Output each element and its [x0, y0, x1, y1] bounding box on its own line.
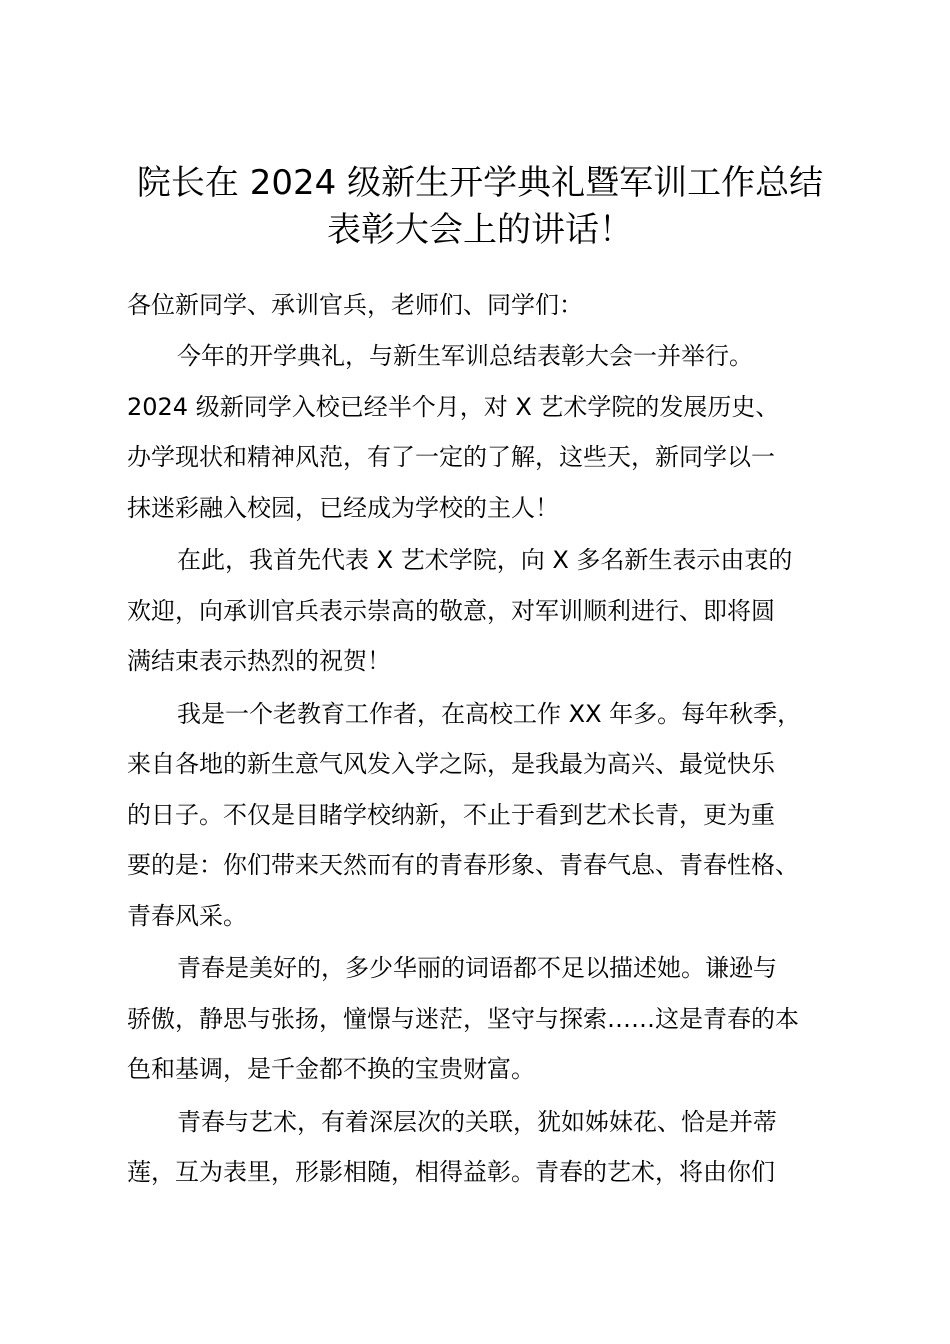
text-line: 在此，我首先代表 X 艺术学院，向 X 多名新生表示由衷的 [177, 546, 793, 574]
text-line: 欢迎，向承训官兵表示崇高的敬意，对军训顺利进行、即将圆 [127, 596, 775, 625]
text-line: 要的是：你们带来天然而有的青春形象、青春气息、青春性格、 [127, 851, 799, 879]
text-line: 今年的开学典礼，与新生军训总结表彰大会一并举行。 [177, 342, 753, 370]
title-line: 表彰大会上的讲话！ [327, 210, 633, 250]
paragraph [127, 1097, 837, 1198]
text-line: 办学现状和精神风范，有了一定的了解，这些天，新同学以一 [127, 443, 775, 471]
text-line: 来自各地的新生意气风发入学之际，是我最为高兴、最觉快乐 [127, 750, 775, 778]
title-line: 院长在 2024 级新生开学典礼暨军训工作总结 [136, 163, 824, 203]
text-line: 2024 级新同学入校已经半个月，对 X 艺术学院的发展历史、 [127, 392, 780, 421]
paragraph [127, 943, 837, 1095]
paragraph [127, 689, 837, 942]
text-line: 青春风采。 [127, 901, 247, 930]
text-line: 青春与艺术，有着深层次的关联，犹如姊妹花、恰是并蒂 [177, 1107, 777, 1136]
paragraph [127, 535, 837, 687]
text-line: 抹迷彩融入校园，已经成为学校的主人！ [127, 493, 559, 522]
text-line: 色和基调，是千金都不换的宝贵财富。 [127, 1055, 535, 1083]
document-body [127, 281, 837, 1198]
text-line: 的日子。不仅是目睹学校纳新，不止于看到艺术长青，更为重 [127, 800, 775, 829]
text-line: 青春是美好的，多少华丽的词语都不足以描述她。谦逊与 [177, 954, 777, 982]
text-line: 满结束表示热烈的祝贺！ [127, 647, 391, 675]
document-title [120, 160, 840, 254]
text-line: 骄傲，静思与张扬，憧憬与迷茫，坚守与探索……这是青春的本 [127, 1004, 799, 1033]
text-line: 莲，互为表里，形影相随，相得益彰。青春的艺术，将由你们 [127, 1158, 775, 1186]
greeting: 各位新同学、承训官兵，老师们、同学们： [127, 291, 583, 319]
text-line: 我是一个老教育工作者，在高校工作 XX 年多。每年秋季， [177, 699, 802, 728]
paragraph [127, 331, 837, 533]
